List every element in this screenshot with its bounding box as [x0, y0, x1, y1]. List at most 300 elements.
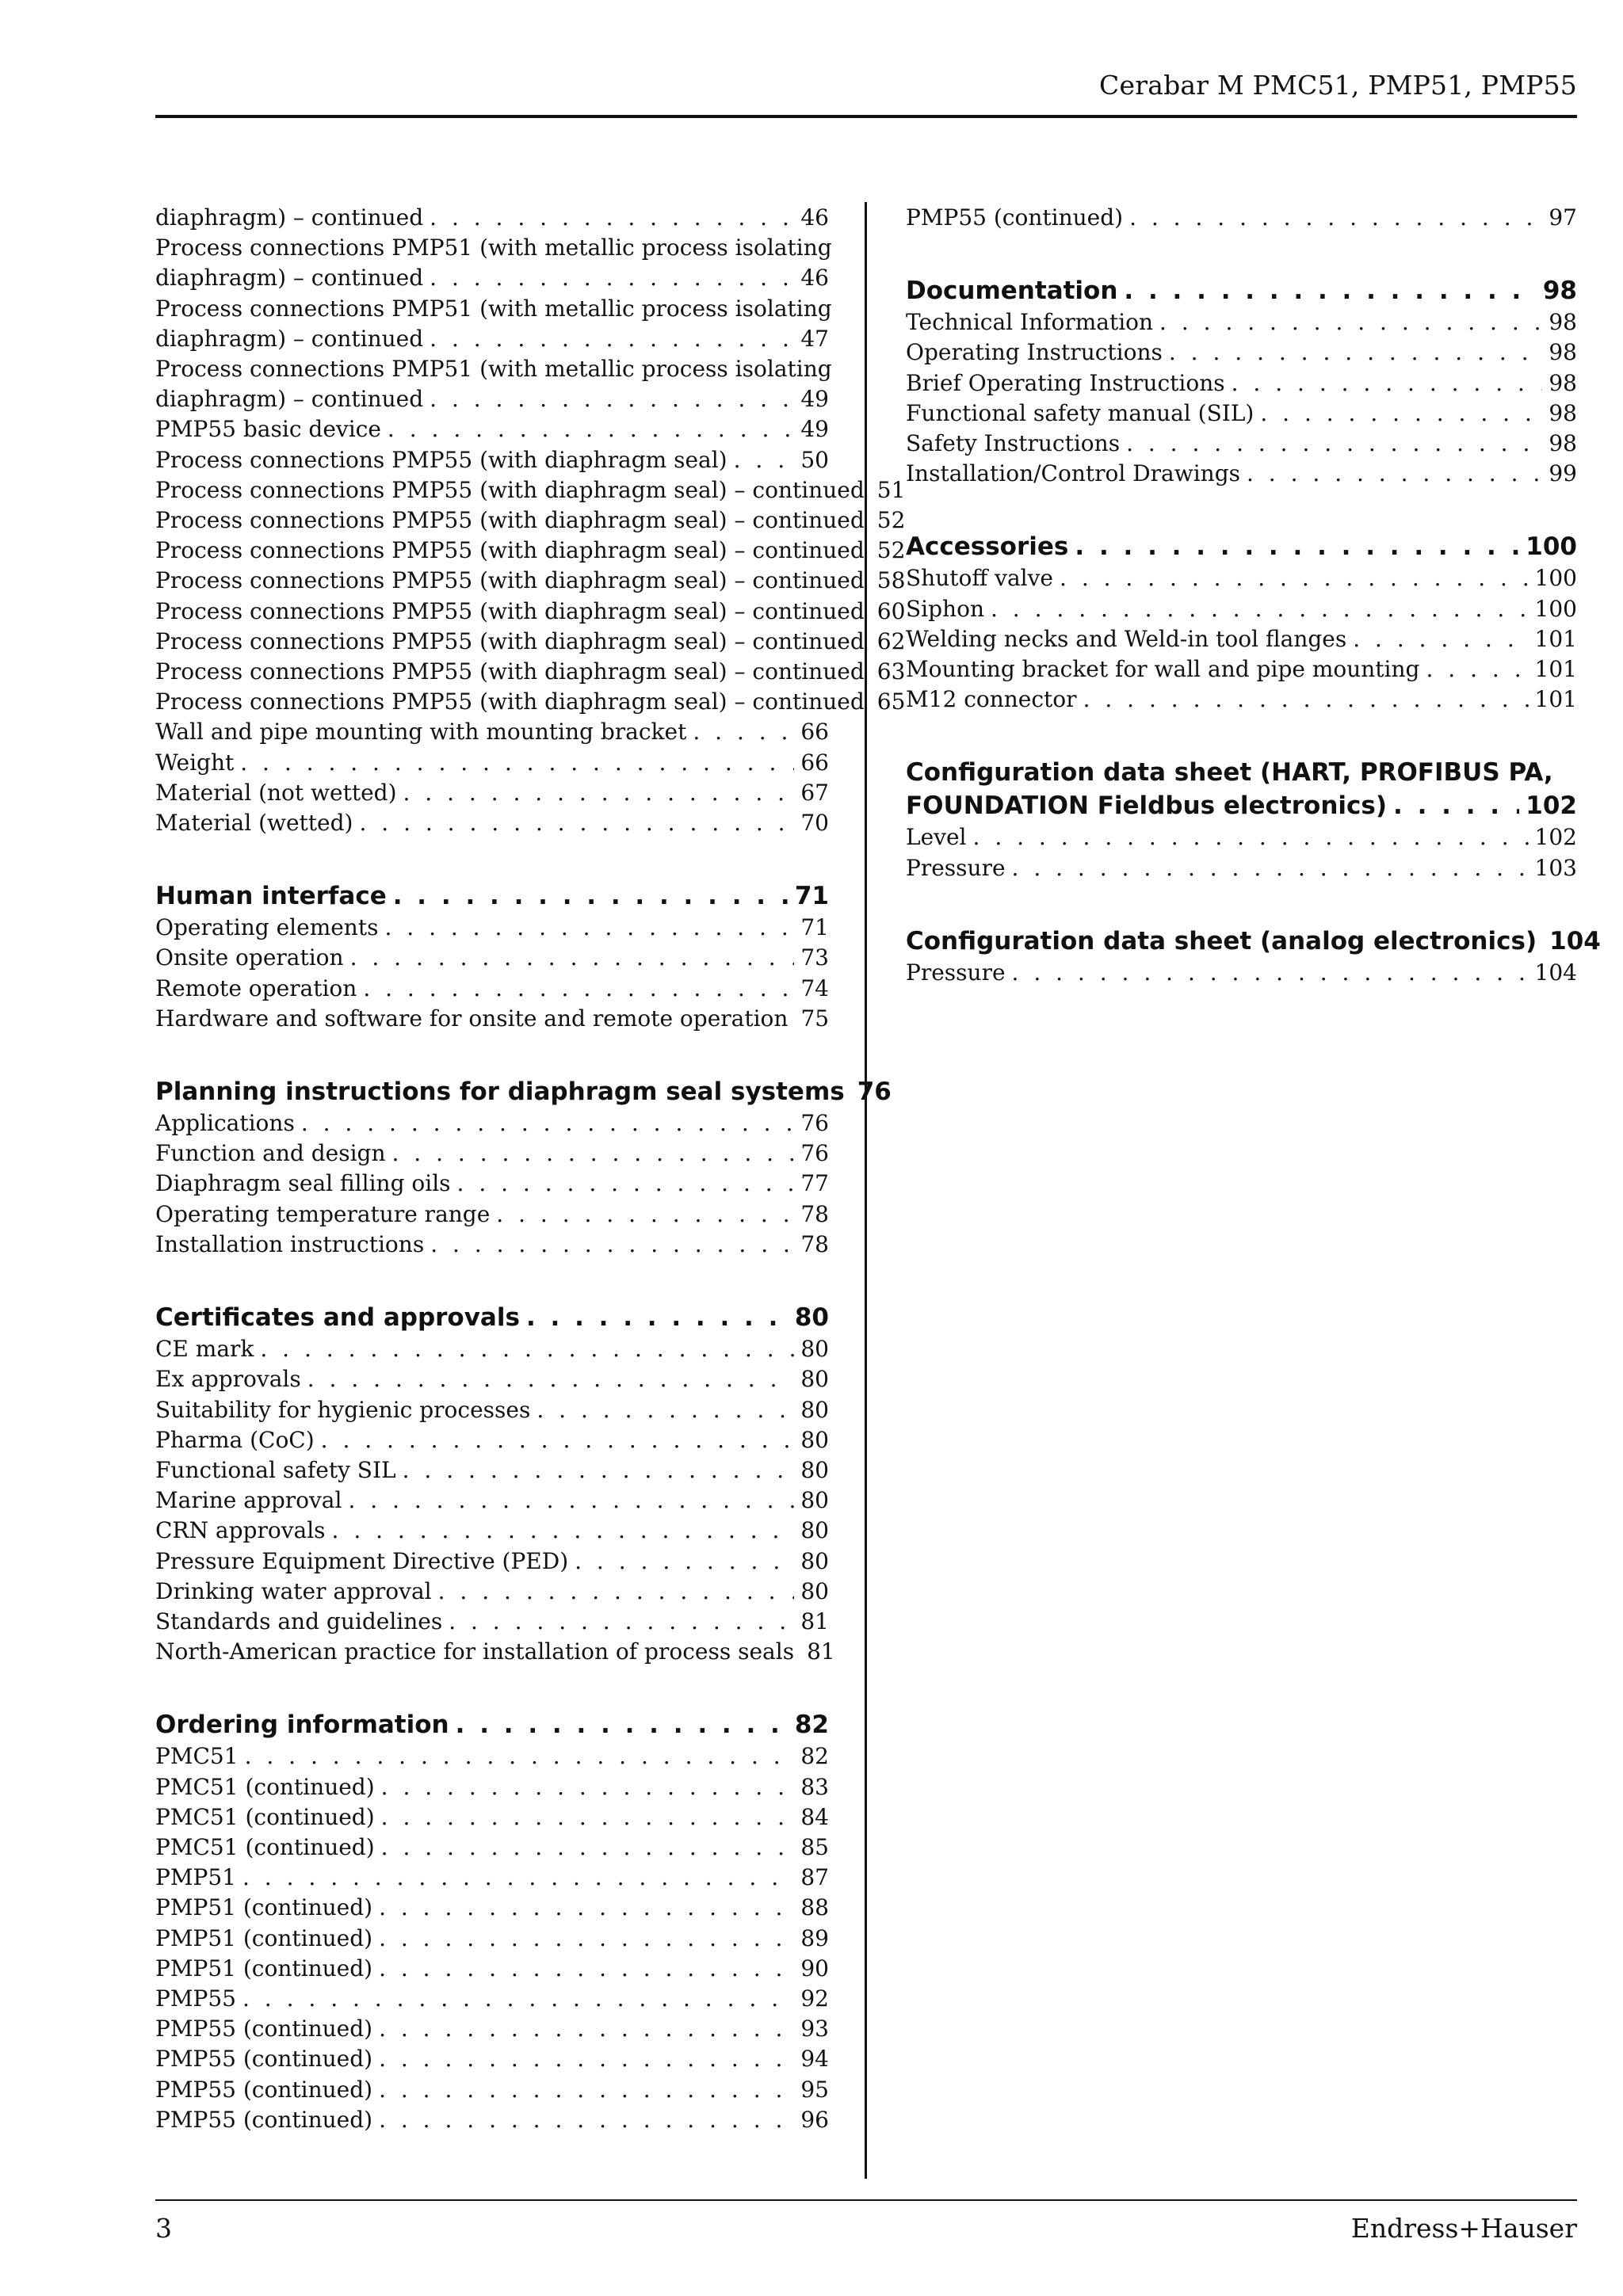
- toc-entry[interactable]: [906, 459, 1577, 489]
- toc-entry[interactable]: [155, 748, 829, 778]
- toc-entry-page: 80: [800, 1396, 829, 1423]
- toc-entry[interactable]: [906, 624, 1577, 654]
- toc-entry-page: 81: [807, 1638, 835, 1665]
- dot-leader: [496, 1199, 794, 1230]
- toc-entry-page: 50: [800, 446, 829, 473]
- dot-leader: [537, 1395, 794, 1425]
- toc-entry[interactable]: [155, 1486, 829, 1516]
- toc-section-heading-page: 100: [1526, 532, 1577, 562]
- toc-entry-page: 85: [800, 1833, 829, 1860]
- toc-entry-page: 98: [1549, 399, 1577, 426]
- toc-section-heading-page: 80: [794, 1303, 829, 1333]
- toc-entry-text: Pharma (CoC): [155, 1426, 315, 1453]
- footer-rule: [155, 2199, 1577, 2201]
- toc-entry-text: Hardware and software for onsite and remote operation: [155, 1005, 789, 1032]
- dot-leader: [363, 974, 794, 1004]
- toc-entry-text: Siphon: [906, 595, 984, 622]
- toc-entry-page: 94: [800, 2046, 829, 2073]
- dot-leader: [388, 414, 794, 444]
- dot-leader: [1124, 274, 1536, 307]
- toc-entry[interactable]: [155, 203, 829, 233]
- toc-entry[interactable]: [155, 808, 829, 838]
- dot-leader: [1159, 307, 1542, 338]
- toc-entry-text: Operating Instructions: [906, 339, 1163, 366]
- dot-leader: [1260, 399, 1542, 429]
- toc-entry-page: 78: [800, 1200, 829, 1227]
- toc-section-heading-text: FOUNDATION Fieldbus electronics): [906, 791, 1388, 821]
- toc-section-heading[interactable]: [906, 274, 1577, 307]
- dot-leader: [456, 1708, 789, 1741]
- dot-leader: [379, 1893, 794, 1923]
- toc-entry[interactable]: [155, 1004, 829, 1034]
- toc-entry-page: 99: [1549, 460, 1577, 487]
- toc-entry-page: 90: [800, 1955, 829, 1981]
- dot-leader: [1075, 530, 1519, 563]
- toc-entry-page: 98: [1549, 369, 1577, 396]
- toc-entry[interactable]: [155, 1547, 829, 1577]
- toc-entry[interactable]: [155, 627, 906, 657]
- toc-entry-page: 100: [1534, 565, 1577, 592]
- toc-entry-text: Process connections PMP55 (with diaphragm seal) – continued: [155, 567, 865, 594]
- toc-section: [906, 274, 1577, 489]
- toc-entry-page: 101: [1534, 686, 1577, 713]
- toc-entry-text: Function and design: [155, 1140, 386, 1167]
- toc-entry-text: Process connections PMP55 (with diaphragm seal) – continued: [155, 627, 865, 654]
- toc-entry-text: Process connections PMP55 (with diaphragm seal) – continued: [155, 688, 865, 715]
- toc-entry[interactable]: [906, 958, 1577, 988]
- toc-entry-page: 96: [800, 2106, 829, 2133]
- dot-leader: [379, 2105, 794, 2135]
- toc-entry-page: 49: [800, 386, 829, 413]
- toc-entry-text: PMP51: [155, 1864, 236, 1891]
- toc-entry-text: Process connections PMP55 (with diaphragm seal) – continued: [155, 476, 865, 503]
- toc-entry-text: Mounting bracket for wall and pipe mounting: [906, 656, 1420, 683]
- toc-entry-text: PMC51: [155, 1743, 239, 1770]
- toc-entry-text: Functional safety SIL: [155, 1456, 396, 1483]
- dot-leader: [379, 2044, 794, 2074]
- toc-entry[interactable]: [155, 1607, 829, 1637]
- toc-entry[interactable]: [906, 338, 1577, 368]
- toc-entry[interactable]: [155, 1169, 829, 1199]
- toc-entry-page: 52: [876, 537, 906, 564]
- toc-section-heading-page: 71: [794, 882, 829, 911]
- toc-entry-page: 80: [800, 1366, 829, 1393]
- toc-section-heading[interactable]: [906, 789, 1577, 822]
- toc-entry[interactable]: [155, 1833, 829, 1863]
- dot-leader: [1169, 338, 1542, 368]
- toc-entry-text: PMP55 (continued): [906, 204, 1124, 231]
- toc-entry[interactable]: [906, 822, 1577, 852]
- toc-entry[interactable]: [155, 1637, 835, 1667]
- footer-brand: Endress+Hauser: [1350, 2213, 1577, 2244]
- dot-leader: [379, 2075, 794, 2105]
- dot-leader: [734, 445, 795, 475]
- toc-entry[interactable]: [155, 1425, 829, 1455]
- toc-entry-text: Process connections PMP55 (with diaphragm seal): [155, 446, 727, 473]
- toc-entry[interactable]: [155, 384, 829, 414]
- toc-entry[interactable]: [155, 2044, 829, 2074]
- column-divider: [865, 202, 867, 2179]
- toc-entry[interactable]: [155, 2014, 829, 2044]
- dot-leader: [430, 263, 794, 293]
- dot-leader: [973, 822, 1529, 852]
- toc-entry[interactable]: [155, 1741, 829, 1772]
- toc-entry-page: 46: [800, 204, 829, 231]
- toc-entry-text: Pressure Equipment Directive (PED): [155, 1547, 569, 1574]
- toc-entry-page: 95: [800, 2076, 829, 2103]
- toc-entry-page: 83: [800, 1773, 829, 1800]
- toc-section: [155, 1075, 892, 1260]
- toc-entry[interactable]: [155, 1924, 829, 1954]
- toc-entry[interactable]: [155, 2105, 829, 2135]
- toc-entry[interactable]: [155, 717, 829, 747]
- toc-entry-text: Weight: [155, 749, 235, 776]
- dot-leader: [438, 1577, 795, 1607]
- toc-entry-page: 66: [800, 749, 829, 776]
- toc-entry-text: Installation instructions: [155, 1230, 425, 1257]
- toc-entry-page: 63: [876, 658, 906, 685]
- dot-leader: [1012, 958, 1529, 988]
- toc-section-heading-page: 82: [794, 1711, 829, 1740]
- toc-entry-page: 81: [800, 1608, 829, 1634]
- toc-entry-text: Ex approvals: [155, 1366, 301, 1393]
- toc-entry-text: M12 connector: [906, 686, 1077, 713]
- toc-entry-text: Operating elements: [155, 914, 379, 941]
- dot-leader: [449, 1607, 794, 1637]
- toc-entry[interactable]: [155, 1863, 829, 1893]
- toc-entry-page: 58: [876, 567, 906, 594]
- dot-leader: [350, 943, 795, 973]
- toc-entry[interactable]: [155, 1199, 829, 1230]
- toc-entry-text: Welding necks and Weld-in tool flanges: [906, 625, 1347, 652]
- toc-entry[interactable]: [155, 913, 829, 943]
- dot-leader: [242, 1984, 794, 2014]
- toc-entry-text: Technical Information: [906, 309, 1154, 336]
- toc-entry[interactable]: [155, 974, 829, 1004]
- toc-entry-wrapped-line: Process connections PMP51 (with metallic process isolating: [155, 235, 832, 261]
- toc-entry-page: 80: [800, 1426, 829, 1453]
- toc-entry[interactable]: [906, 203, 1577, 233]
- toc-entry[interactable]: [155, 1455, 829, 1486]
- dot-leader: [1083, 685, 1529, 715]
- dot-leader: [379, 2014, 794, 2044]
- toc-entry-text: Functional safety manual (SIL): [906, 399, 1254, 426]
- toc-entry[interactable]: [906, 594, 1577, 624]
- toc-entry-page: 80: [800, 1577, 829, 1604]
- toc-entry-text: Process connections PMP55 (with diaphragm seal) – continued: [155, 507, 865, 534]
- toc-entry-page: 80: [800, 1456, 829, 1483]
- toc-section-heading[interactable]: [906, 530, 1577, 563]
- dot-leader: [381, 1833, 795, 1863]
- toc-entry-text: Level: [906, 824, 967, 851]
- dot-leader: [403, 1455, 795, 1486]
- toc-entry-page: 70: [800, 810, 829, 837]
- toc-entry[interactable]: [906, 307, 1577, 338]
- toc-entry[interactable]: [155, 687, 906, 717]
- toc-entry-text: PMP55: [155, 1985, 236, 2012]
- toc-entry-page: 46: [800, 265, 829, 292]
- toc-entry-page: 49: [800, 416, 829, 443]
- toc-entry[interactable]: [155, 1893, 829, 1923]
- dot-leader: [403, 778, 795, 808]
- toc-entry-text: PMP55 (continued): [155, 2046, 373, 2073]
- toc-entry-text: Process connections PMP55 (with diaphragm seal) – continued: [155, 658, 865, 685]
- toc-entry-text: PMP51 (continued): [155, 1955, 373, 1981]
- toc-entry-text: Brief Operating Instructions: [906, 369, 1225, 396]
- toc-entry-text: PMC51 (continued): [155, 1833, 375, 1860]
- toc-entry-text: CRN approvals: [155, 1517, 326, 1544]
- toc-entry-page: 103: [1534, 854, 1577, 881]
- toc-entry-page: 93: [800, 2016, 829, 2042]
- dot-leader: [526, 1301, 789, 1334]
- toc-entry-text: PMP55 (continued): [155, 2076, 373, 2103]
- dot-leader: [379, 1924, 794, 1954]
- toc-entry-text: CE mark: [155, 1336, 254, 1363]
- toc-section-heading-page: 102: [1526, 791, 1577, 821]
- toc-entry[interactable]: [906, 853, 1577, 883]
- toc-section-heading-text: Accessories: [906, 532, 1069, 562]
- toc-section: [155, 1301, 835, 1667]
- toc-section-heading-text: Ordering information: [155, 1711, 449, 1740]
- toc-entry-page: 87: [800, 1864, 829, 1891]
- dot-leader: [245, 1741, 795, 1772]
- toc-entry[interactable]: [155, 1577, 829, 1607]
- toc-section-heading[interactable]: [155, 1301, 829, 1334]
- toc-entry[interactable]: [155, 324, 829, 354]
- toc-entry-page: 80: [800, 1547, 829, 1574]
- toc-entry-page: 98: [1549, 339, 1577, 366]
- toc-entry[interactable]: [906, 429, 1577, 459]
- toc-section-heading-page: 76: [857, 1077, 892, 1107]
- toc-entry[interactable]: [155, 505, 906, 536]
- toc-entry-wrapped-line: Process connections PMP51 (with metallic process isolating: [155, 295, 832, 322]
- toc-entry[interactable]: [155, 2075, 829, 2105]
- toc-entry-text: diaphragm) – continued: [155, 325, 424, 352]
- toc-entry[interactable]: [155, 1108, 829, 1138]
- dot-leader: [393, 879, 789, 913]
- toc-entry[interactable]: [155, 1364, 829, 1394]
- toc-entry-page: 76: [800, 1110, 829, 1137]
- toc-right-column: [906, 203, 1601, 988]
- toc-entry-page: 51: [876, 476, 906, 503]
- toc-section: [155, 1708, 829, 2135]
- toc-entry-page: 92: [800, 1985, 829, 2012]
- toc-entry-text: PMP55 basic device: [155, 416, 381, 443]
- toc-entry-text: diaphragm) – continued: [155, 386, 424, 413]
- toc-entry[interactable]: [155, 536, 906, 566]
- dot-leader: [430, 324, 794, 354]
- toc-section-heading-text: Human interface: [155, 882, 387, 911]
- toc-entry-text: Process connections PMP55 (with diaphragm seal) – continued: [155, 597, 865, 624]
- dot-leader: [693, 717, 794, 747]
- toc-entry-page: 65: [876, 688, 906, 715]
- dot-leader: [1232, 368, 1543, 399]
- toc-entry-page: 74: [800, 974, 829, 1001]
- toc-entry[interactable]: [906, 399, 1577, 429]
- dot-leader: [457, 1169, 795, 1199]
- dot-leader: [348, 1486, 794, 1516]
- dot-leader: [307, 1364, 795, 1394]
- page-number: 3: [155, 2213, 172, 2244]
- toc-entry-page: 89: [800, 1924, 829, 1951]
- toc-entry-text: diaphragm) – continued: [155, 265, 424, 292]
- toc-entry-text: PMP55 (continued): [155, 2016, 373, 2042]
- toc-entry-text: PMC51 (continued): [155, 1803, 375, 1830]
- toc-entry[interactable]: [906, 368, 1577, 399]
- toc-entry-page: 71: [800, 914, 829, 941]
- toc-entry[interactable]: [155, 1516, 829, 1546]
- toc-entry-text: Onsite operation: [155, 944, 344, 971]
- dot-leader: [384, 913, 794, 943]
- dot-leader: [321, 1425, 795, 1455]
- toc-section-heading-page: 104: [1549, 926, 1601, 955]
- dot-leader: [1012, 853, 1529, 883]
- toc-section-heading-text: Certificates and approvals: [155, 1303, 520, 1333]
- dot-leader: [575, 1547, 794, 1577]
- toc-entry-text: PMP55 (continued): [155, 2106, 373, 2133]
- toc-section-heading-text: Configuration data sheet (analog electronics): [906, 926, 1537, 955]
- toc-section: [906, 756, 1577, 883]
- toc-entry-text: Applications: [155, 1110, 295, 1137]
- toc-entry[interactable]: [155, 263, 829, 293]
- toc-entry-page: 84: [800, 1803, 829, 1830]
- toc-entry-wrapped-line: Process connections PMP51 (with metallic process isolating: [155, 356, 832, 383]
- dot-leader: [430, 203, 794, 233]
- document-header-title: Cerabar M PMC51, PMP51, PMP55: [1099, 70, 1577, 101]
- toc-entry-text: Standards and guidelines: [155, 1608, 443, 1634]
- toc-entry[interactable]: [155, 475, 906, 505]
- toc-left-column: [155, 203, 906, 2135]
- toc-entry[interactable]: [155, 1802, 829, 1833]
- toc-entry-text: Material (not wetted): [155, 779, 397, 806]
- toc-entry[interactable]: [155, 597, 906, 627]
- dot-leader: [392, 1138, 795, 1169]
- toc-section-heading[interactable]: [155, 879, 829, 913]
- dot-leader: [359, 808, 794, 838]
- toc-entry-text: Diaphragm seal filling oils: [155, 1170, 451, 1197]
- toc-entry[interactable]: [155, 1230, 829, 1260]
- dot-leader: [1426, 654, 1528, 685]
- toc-entry-page: 98: [1549, 309, 1577, 336]
- toc-entry-text: Remote operation: [155, 974, 357, 1001]
- toc-entry-page: 62: [876, 627, 906, 654]
- toc-entry-page: 102: [1534, 824, 1577, 851]
- dot-leader: [1353, 624, 1528, 654]
- dot-leader: [1247, 459, 1542, 489]
- toc-entry-text: Pressure: [906, 854, 1006, 881]
- dot-leader: [1126, 429, 1542, 459]
- toc-entry-page: 100: [1534, 595, 1577, 622]
- toc-entry-text: Shutoff valve: [906, 565, 1054, 592]
- toc-entry-text: Installation/Control Drawings: [906, 460, 1240, 487]
- toc-entry[interactable]: [906, 654, 1577, 685]
- toc-entry-page: 77: [800, 1170, 829, 1197]
- dot-leader: [430, 384, 794, 414]
- toc-entry-page: 47: [800, 325, 829, 352]
- toc-entry[interactable]: [155, 445, 829, 475]
- toc-entry[interactable]: [155, 414, 829, 444]
- toc-entry-page: 80: [800, 1517, 829, 1544]
- toc-entry[interactable]: [155, 566, 906, 596]
- toc-entry[interactable]: [906, 563, 1577, 593]
- toc-entry[interactable]: [155, 778, 829, 808]
- dot-leader: [381, 1802, 795, 1833]
- toc-entry-text: North-American practice for installation of process seals: [155, 1638, 795, 1665]
- dot-leader: [1060, 563, 1529, 593]
- toc-entry-page: 76: [800, 1140, 829, 1167]
- toc-entry-page: 78: [800, 1230, 829, 1257]
- header-rule: [155, 115, 1577, 118]
- toc-entry-text: PMP51 (continued): [155, 1894, 373, 1921]
- toc-entry-page: 101: [1534, 625, 1577, 652]
- toc-entry-page: 101: [1534, 656, 1577, 683]
- toc-entry[interactable]: [906, 685, 1577, 715]
- toc-section-heading-line: Configuration data sheet (HART, PROFIBUS PA,: [906, 758, 1553, 788]
- toc-entry-text: Pressure: [906, 959, 1006, 986]
- toc-entry[interactable]: [155, 1772, 829, 1802]
- toc-entry-page: 52: [876, 507, 906, 534]
- dot-leader: [1129, 203, 1542, 233]
- toc-entry-text: Suitability for hygienic processes: [155, 1396, 531, 1423]
- toc-entry[interactable]: [155, 1954, 829, 1984]
- toc-entry-page: 104: [1534, 959, 1577, 986]
- toc-section-heading-text: Documentation: [906, 277, 1118, 306]
- toc-section: [155, 879, 829, 1034]
- dot-leader: [301, 1108, 795, 1138]
- dot-leader: [242, 1863, 794, 1893]
- toc-entry-text: Operating temperature range: [155, 1200, 491, 1227]
- toc-entry[interactable]: [155, 1395, 829, 1425]
- toc-entry-page: 60: [876, 597, 906, 624]
- toc-entry-text: PMP51 (continued): [155, 1924, 373, 1951]
- toc-entry-text: PMC51 (continued): [155, 1773, 375, 1800]
- toc-entry-page: 73: [800, 944, 829, 971]
- toc-section-heading-page: 98: [1542, 277, 1577, 306]
- toc-entry-page: 66: [800, 719, 829, 746]
- toc-entry-text: Process connections PMP55 (with diaphragm seal) – continued: [155, 537, 865, 564]
- toc-entry[interactable]: [155, 1334, 829, 1364]
- toc-entry-page: 97: [1549, 204, 1577, 231]
- toc-section: [906, 530, 1577, 715]
- dot-leader: [240, 748, 794, 778]
- toc-section: [906, 925, 1601, 988]
- toc-section-heading-text: Planning instructions for diaphragm seal systems: [155, 1077, 845, 1107]
- toc-entry-text: diaphragm) – continued: [155, 204, 424, 231]
- toc-entry-page: 80: [800, 1487, 829, 1514]
- toc-entry-page: 67: [800, 779, 829, 806]
- toc-entry-text: Safety Instructions: [906, 430, 1121, 457]
- dot-leader: [381, 1772, 795, 1802]
- toc-section-heading[interactable]: [906, 925, 1601, 958]
- toc-entry[interactable]: [155, 943, 829, 973]
- dot-leader: [991, 594, 1529, 624]
- dot-leader: [332, 1516, 795, 1546]
- dot-leader: [1393, 789, 1519, 822]
- toc-section-heading[interactable]: [155, 1708, 829, 1741]
- toc-entry-page: 75: [800, 1005, 830, 1032]
- toc-entry[interactable]: [155, 1984, 829, 2014]
- toc-entry-text: Wall and pipe mounting with mounting bracket: [155, 719, 687, 746]
- toc-entry[interactable]: [155, 1138, 829, 1169]
- toc-entry-text: Drinking water approval: [155, 1577, 432, 1604]
- toc-entry-page: 88: [800, 1894, 829, 1921]
- toc-entry[interactable]: [155, 657, 906, 687]
- dot-leader: [260, 1334, 794, 1364]
- toc-entry-page: 98: [1549, 430, 1577, 457]
- toc-entry-text: Material (wetted): [155, 810, 353, 837]
- toc-section-heading[interactable]: [155, 1075, 892, 1108]
- toc-entry-page: 80: [800, 1336, 829, 1363]
